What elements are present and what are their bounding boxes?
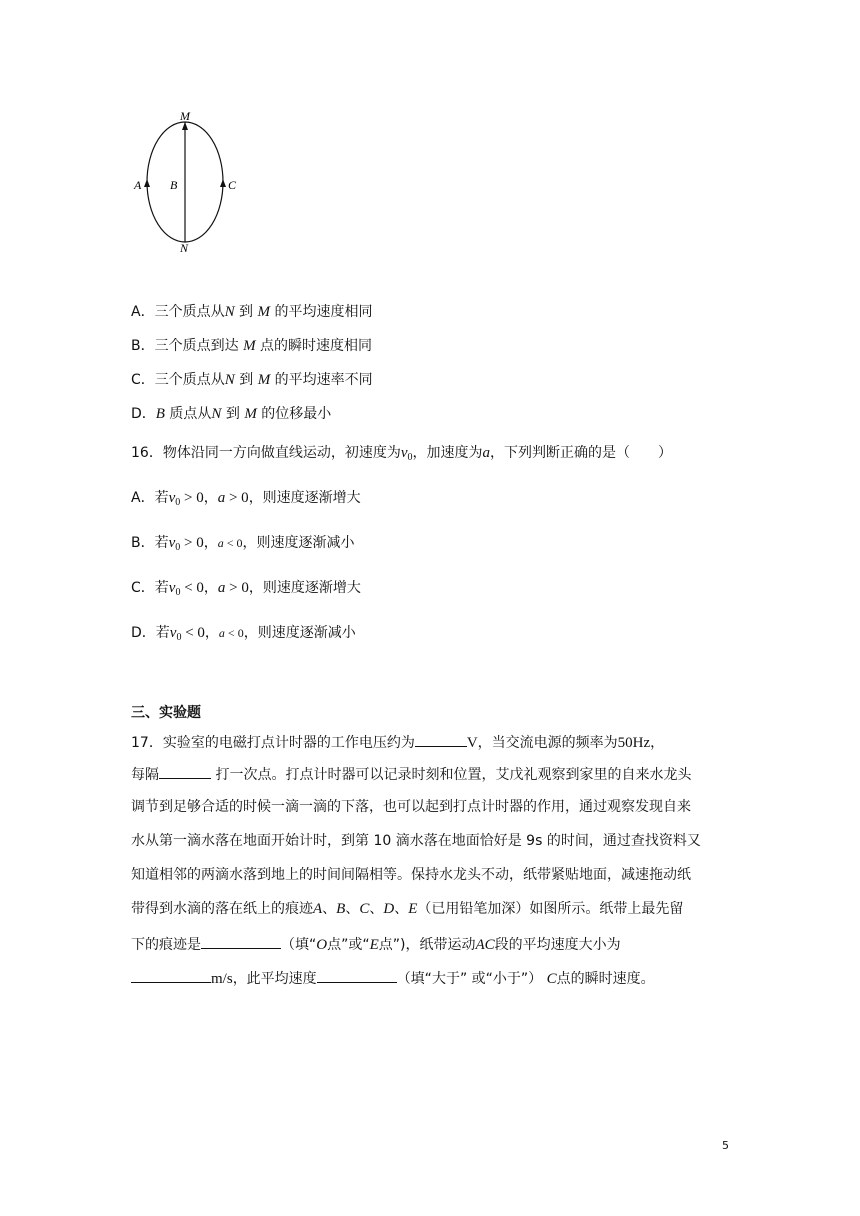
option-d: D．B 质点从N 到 M 的位移最小 [131,406,332,422]
label-C: C [228,178,237,192]
label-N: N [180,241,189,255]
arrow-up-B [182,122,188,130]
ellipse-diagram [120,100,260,265]
q16-option-c: C．若$v_0 < 0$，a > 0，则速度逐渐增大 [131,580,361,598]
label-A: A [134,178,142,192]
option-c: C．三个质点从N 到 M 的平均速率不同 [131,372,373,388]
q17-line-5: 知道相邻的两滴水落到地上的时间间隔相等。保持水龙头不动，纸带紧贴地面，减速拖动纸 [131,867,691,883]
q16-option-b: B．若$v_0 > 0$，a < 0，则速度逐渐减小 [131,535,355,553]
question-16-stem: 16．物体沿同一方向做直线运动，初速度为$v_0$，加速度为a，下列判断正确的是（ ） [131,445,672,463]
q17-line-1: 17．实验室的电磁打点计时器的工作电压约为 V，当交流电源的频率为50Hz， [131,731,664,753]
section-heading: 三、实验题 [131,705,201,721]
q16-option-a: A．若$v_0 > 0$，a > 0，则速度逐渐增大 [131,490,361,508]
q17-line-7: 下的痕迹是 （填“O点”或“E点”)，纸带运动AC段的平均速度大小为 [131,933,621,955]
q17-line-4: 水从第一滴水落在地面开始计时，到第 10 滴水落在地面恰好是 9s 的时间，通过查找资料又 [131,833,701,849]
arrow-up-C [220,179,226,187]
option-b: B．三个质点到达 M 点的瞬时速度相同 [131,338,373,354]
arrow-up-A [144,179,150,187]
label-B: B [170,178,178,192]
q17-line-3: 调节到足够合适的时候一滴一滴的下落，也可以起到打点计时器的作用，通过观察发现自来 [131,799,691,815]
q17-line-6: 带得到水滴的落在纸上的痕迹A、B、C、D、E（已用铅笔加深）如图所示。纸带上最先留 [131,901,684,917]
option-a: A．三个质点从N 到 M 的平均速度相同 [131,304,373,320]
q17-line-8: m/s，此平均速度 （填“大于” 或“小于”） C点的瞬时速度。 [131,967,655,989]
q17-line-2: 每隔 打一次点。打点计时器可以记录时刻和位置，艾戊礼观察到家里的自来水龙头 [131,763,691,785]
label-M: M [180,109,190,123]
q16-option-d: D．若$v_0 < 0$，a < 0，则速度逐渐减小 [131,625,356,643]
page-number: 5 [722,1139,729,1152]
